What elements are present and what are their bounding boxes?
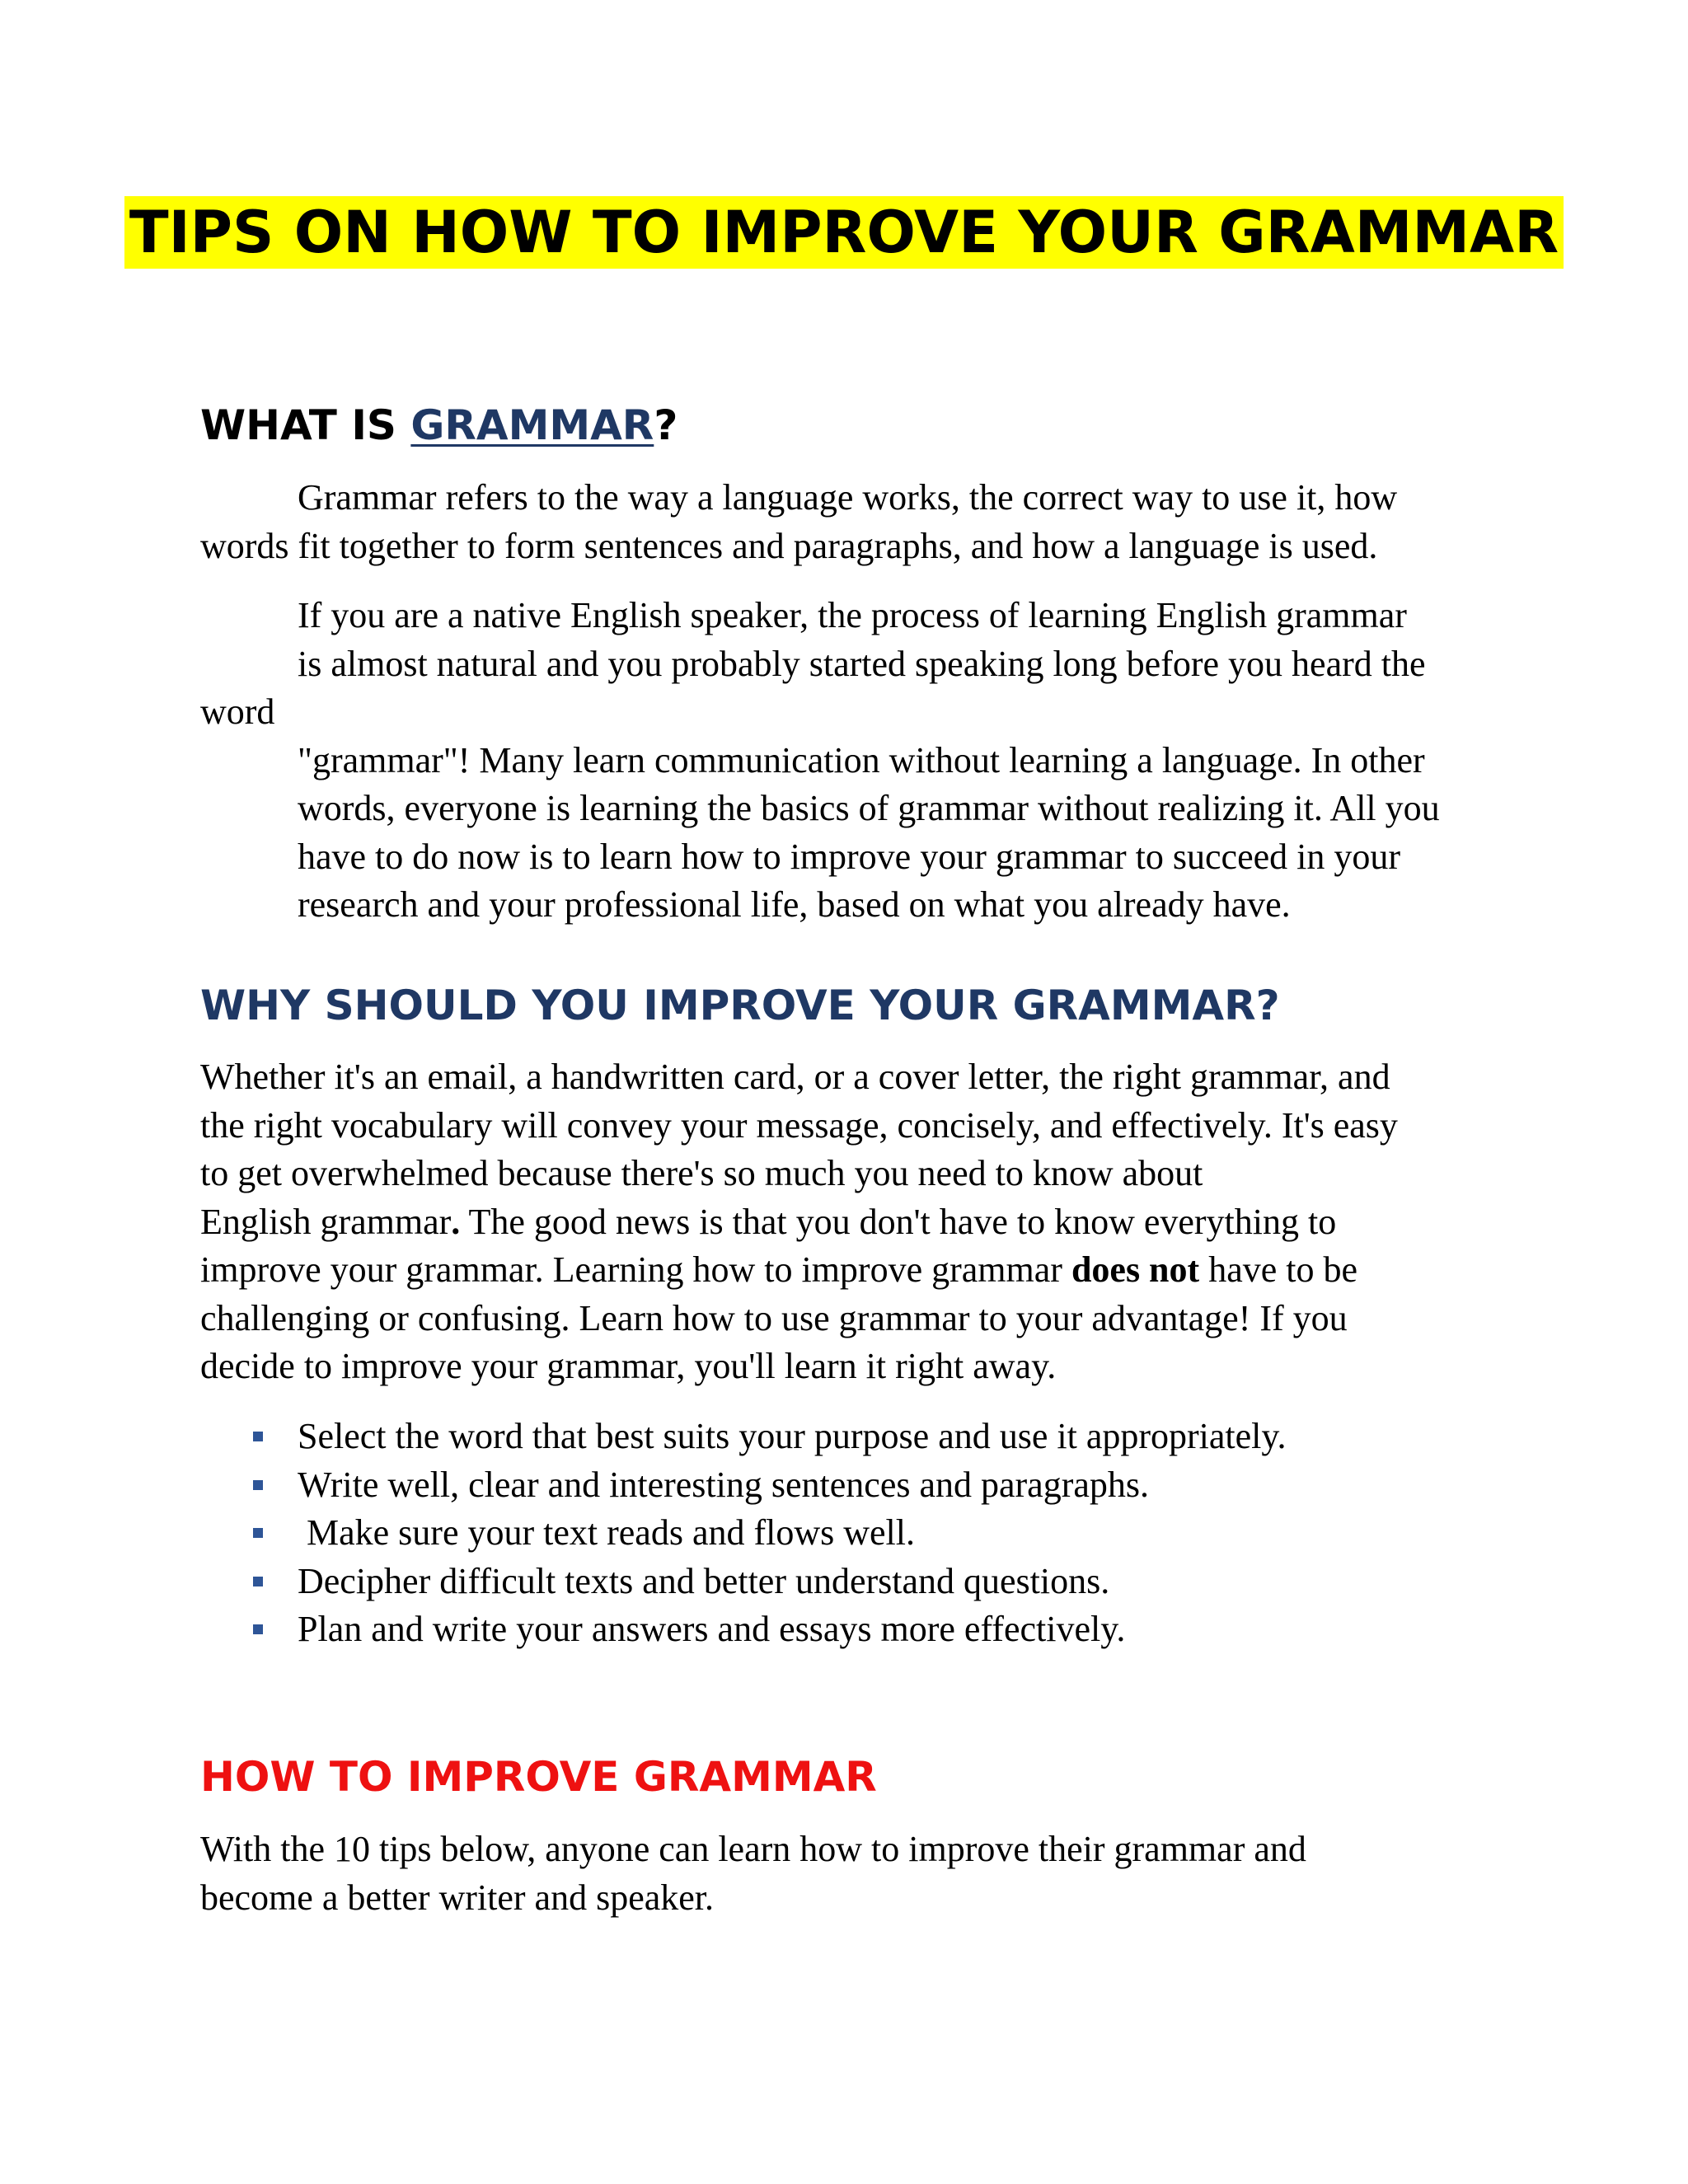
paragraph-grammar-definition [200,474,1503,570]
text-line: Whether it's an email, a handwritten card, or a cover letter, the right grammar, and [200,1057,1390,1097]
page-title: TIPS ON HOW TO IMPROVE YOUR GRAMMAR [124,196,1564,269]
list-item [200,1413,1503,1461]
text-line: If you are a native English speaker, the process of learning English grammar [298,595,1407,635]
text-line: words fit together to form sentences and paragraphs, and how a language is used. [200,525,1378,566]
text-fragment: English grammar [200,1201,452,1242]
text-fragment: have to be [1199,1249,1357,1290]
square-bullet-icon [253,1528,263,1538]
text-line: decide to improve your grammar, you'll learn it right away. [200,1346,1057,1386]
text-fragment: improve your grammar. Learning how to improve grammar [200,1249,1071,1290]
list-item-text: Make sure your text reads and flows well. [298,1512,916,1553]
text-line: become a better writer and speaker. [200,1877,715,1918]
square-bullet-icon [253,1480,263,1490]
section-heading-how-to-improve: HOW TO IMPROVE GRAMMAR [200,1753,877,1801]
list-item-text: Plan and write your answers and essays more effectively. [298,1609,1126,1649]
text-line: words, everyone is learning the basics of grammar without realizing it. All you [298,788,1440,828]
square-bullet-icon [253,1624,263,1634]
text-line [200,1246,1503,1295]
list-item [200,1605,1503,1654]
square-bullet-icon [253,1577,263,1586]
text-line: Grammar refers to the way a language works, the correct way to use it, how [298,477,1398,518]
text-line: With the 10 tips below, anyone can learn how to improve their grammar and [200,1829,1306,1869]
paragraph-why-improve [200,1053,1503,1391]
text-line: to get overwhelmed because there's so much you need to know about [200,1153,1203,1193]
bold-fragment: . [451,1201,461,1242]
paragraph-native-speaker [200,592,1503,930]
heading-suffix: ? [654,401,678,449]
square-bullet-icon [253,1432,263,1441]
list-item-text: Decipher difficult texts and better understand questions. [298,1560,1110,1601]
paragraph-ten-tips [200,1825,1503,1922]
text-fragment: The good news is that you don't have to know everything to [460,1201,1337,1242]
text-line [200,1198,1503,1247]
text-line: challenging or confusing. Learn how to use grammar to your advantage! If you [200,1297,1348,1338]
list-item [200,1509,1503,1558]
title-container [0,196,1688,269]
text-line: the right vocabulary will convey your message, concisely, and effectively. It's easy [200,1104,1398,1146]
list-item-text: Write well, clear and interesting sentences and paragraphs. [298,1464,1150,1505]
section-heading-what-is-grammar [200,399,678,452]
text-line: is almost natural and you probably started speaking long before you heard the word [200,643,1426,732]
list-item [200,1558,1503,1606]
text-line: research and your professional life, based on what you already have. [298,884,1291,925]
bold-fragment: does not [1071,1249,1200,1290]
section-heading-why-improve: WHY SHOULD YOU IMPROVE YOUR GRAMMAR? [200,982,1280,1029]
list-item-text: Select the word that best suits your purpose and use it appropriately. [298,1416,1287,1456]
list-item [200,1461,1503,1510]
benefits-list [200,1413,1503,1654]
text-line: have to do now is to learn how to improve your grammar to succeed in your [298,836,1401,877]
text-line: "grammar"! Many learn communication without learning a language. In other [298,739,1425,780]
grammar-link[interactable]: GRAMMAR [410,401,654,449]
heading-prefix: WHAT IS [200,401,411,449]
